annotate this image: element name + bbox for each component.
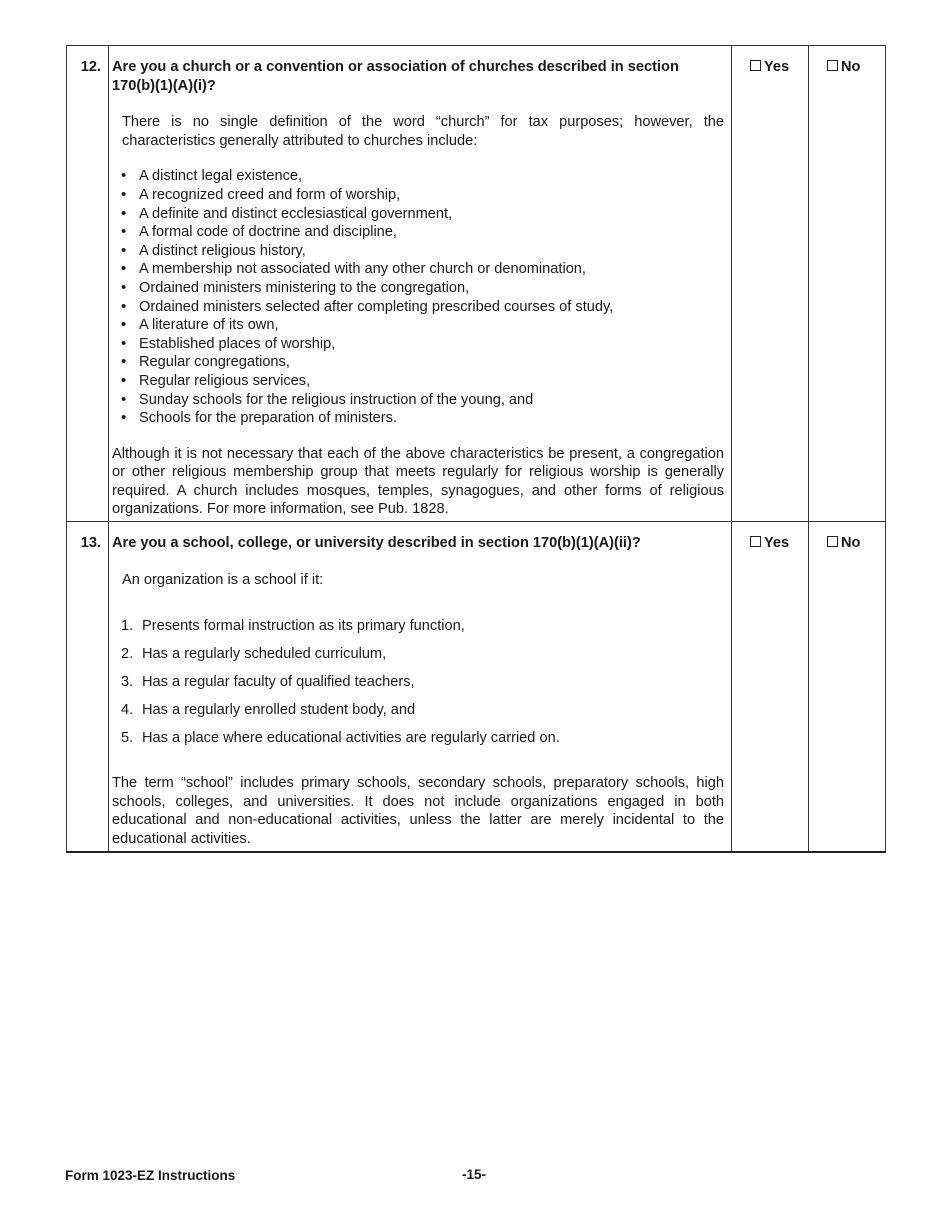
list-item: • A literature of its own,: [112, 316, 724, 335]
list-item: • A formal code of doctrine and discipline,: [112, 223, 724, 242]
list-item: • A distinct legal existence,: [112, 167, 724, 186]
footer-form-name: Form 1023-EZ Instructions: [65, 1168, 236, 1183]
list-item: • A recognized creed and form of worship,: [112, 186, 724, 205]
yes-label: Yes: [764, 535, 790, 552]
school-criteria-list: [112, 617, 724, 748]
list-item: • Schools for the preparation of ministers.: [112, 409, 724, 428]
footer-page-number: -15-: [462, 1167, 487, 1182]
list-item: • A definite and distinct ecclesiastical government,: [112, 205, 724, 224]
list-item: 3. Has a regular faculty of qualified teachers,: [121, 674, 415, 691]
list-item: • Established places of worship,: [112, 335, 724, 354]
list-item: 4. Has a regularly enrolled student body, and: [121, 702, 416, 719]
list-item: 1. Presents formal instruction as its primary function,: [121, 618, 465, 635]
question-intro: An organization is a school if it:: [122, 571, 324, 588]
yes-checkbox[interactable]: [750, 536, 761, 547]
list-item: • A membership not associated with any other church or denomination,: [112, 260, 724, 279]
question-text: Are you a church or a convention or association of churches described in section 170(b)(1)(A)(i)?: [112, 59, 679, 94]
list-item: • A distinct religious history,: [112, 242, 724, 261]
no-checkbox[interactable]: [827, 536, 838, 547]
list-item: 5. Has a place where educational activities are regularly carried on.: [121, 730, 560, 747]
yes-label: Yes: [764, 59, 790, 75]
question-row-12: [67, 46, 886, 522]
list-item: • Regular congregations,: [112, 353, 724, 372]
no-label: No: [841, 59, 861, 75]
list-item: • Ordained ministers selected after completing prescribed courses of study,: [112, 298, 724, 317]
questions-table: [66, 45, 886, 853]
no-label: No: [841, 535, 861, 552]
question-number: 12.: [67, 46, 109, 522]
question-closing: Although it is not necessary that each of the above characteristics be present, a congregation or other religious membership group that meets regularly for religious worship is generally required. A church includes mosques, temples, synagogues, and other forms of religious organizations. For more information, see Pub. 1828.: [112, 445, 724, 518]
list-item: • Ordained ministers ministering to the congregation,: [112, 279, 724, 298]
list-item: 2. Has a regularly scheduled curriculum,: [121, 646, 387, 663]
question-closing: The term “school” includes primary schools, secondary schools, preparatory schools, high schools, colleges, and universities. It does not include organizations engaged in both educational and non-educational activities, unless the latter are merely incidental to the educational activities.: [112, 775, 724, 847]
question-row-13: [67, 522, 886, 852]
question-number: 13.: [67, 522, 109, 852]
question-body: [109, 46, 732, 522]
list-item: • Sunday schools for the religious instruction of the young, and: [112, 391, 724, 410]
question-text: Are you a school, college, or university described in section 170(b)(1)(A)(ii)?: [112, 535, 641, 552]
no-option[interactable]: [809, 46, 886, 522]
no-option[interactable]: [809, 522, 886, 852]
question-intro: There is no single definition of the word “church” for tax purposes; however, the characteristics generally attributed to churches include:: [122, 114, 724, 149]
yes-option[interactable]: [732, 46, 809, 522]
yes-option[interactable]: [732, 522, 809, 852]
question-body: [109, 522, 732, 852]
church-characteristics-list: [112, 167, 724, 427]
list-item: • Regular religious services,: [112, 372, 724, 391]
yes-checkbox[interactable]: [750, 60, 761, 71]
no-checkbox[interactable]: [827, 60, 838, 71]
